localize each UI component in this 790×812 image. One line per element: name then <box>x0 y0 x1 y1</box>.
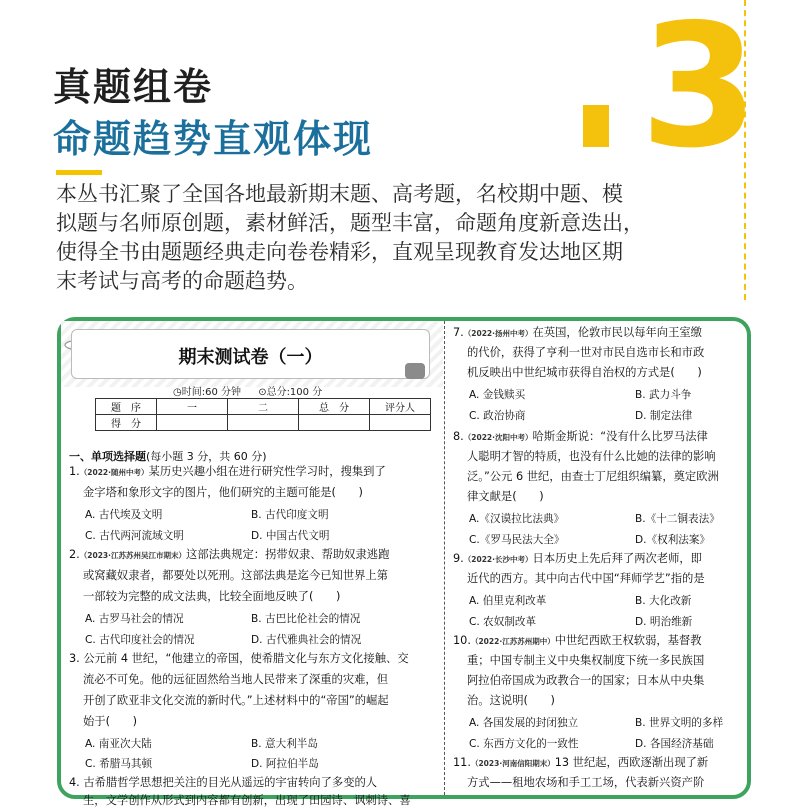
option-b: B. 武力斗争 <box>635 389 692 401</box>
score-table-cell: 题 序 <box>96 399 157 415</box>
question-2-line3: 一部较为完整的成文法典，比较全面地反映了( ) <box>83 590 341 603</box>
option-c: C.《罗马民法大全》 <box>469 534 565 546</box>
question-source: （2023·江苏苏州吴江市期末） <box>79 551 187 560</box>
score-table-cell <box>299 415 370 431</box>
question-number: 10. <box>453 634 471 647</box>
question-3-line2: 流必不可免。他的远征固然给当地人民带来了深重的灾难，但 <box>83 673 389 686</box>
option-a: A. 各国发展的封闭独立 <box>469 717 579 729</box>
question-source: （2022·江苏苏州期中） <box>470 637 555 646</box>
option-b: B. 意大利半岛 <box>251 738 318 750</box>
option-c: C. 东西方文化的一致性 <box>469 738 579 750</box>
question-text: 这部法典规定：拐带奴隶、帮助奴隶逃跑 <box>186 548 390 561</box>
score-table-cell: 一 <box>157 399 228 415</box>
question-number: 11. <box>453 756 471 769</box>
question-3-line4: 始于( ) <box>83 715 138 728</box>
section-title: 一、单项选择题 <box>69 450 146 463</box>
question-text: 在英国，伦敦市民以每年向王室缴 <box>532 326 702 339</box>
question-source: （2022·随州中考） <box>79 468 149 477</box>
question-10-line2: 重；中国专制主义中央集权制度下统一多民族国 <box>467 654 705 667</box>
option-d: D. 明治维新 <box>635 616 693 628</box>
question-11-line1 <box>453 753 708 775</box>
exam-total-score: ⊙总分:100 分 <box>258 387 323 398</box>
question-9-line2: 近代的西方。其中向古代中国“拜师学艺”指的是 <box>467 572 705 585</box>
exam-title: 期末测试卷（一） <box>178 347 323 368</box>
option-b: B.《十二铜表法》 <box>635 513 720 525</box>
question-number: 7. <box>453 326 464 339</box>
question-number: 8. <box>453 430 464 443</box>
exam-sample-frame <box>57 317 751 807</box>
question-4-line2: 生，文学创作从形式到内容都有创新，出现了田园诗、讽刺诗、喜 <box>83 794 411 807</box>
option-a: A. 古代埃及文明 <box>85 509 163 521</box>
option-c: C. 农奴制改革 <box>469 616 537 628</box>
question-3-line1: 3. 公元前 4 世纪，“他建立的帝国，使希腊文化与东方文化接触、交 <box>69 652 409 665</box>
intro-paragraph <box>56 180 776 296</box>
exam-time: ◷时间:60 分钟 <box>173 387 241 398</box>
headline-underline <box>56 170 102 175</box>
question-text: 中世纪西欧王权软弱，基督教 <box>554 634 702 647</box>
headline-line2: 命题趋势直观体现 <box>53 117 374 161</box>
feature-number: 3 <box>640 0 759 186</box>
question-source: （2023·河南信阳期末） <box>470 759 555 768</box>
option-b: B. 古巴比伦社会的情况 <box>251 613 361 625</box>
score-table-cell <box>370 415 431 431</box>
question-2-line2: 或窝藏奴隶者，都要处以死刑。这部法典是迄今已知世界上第 <box>83 569 389 582</box>
question-7-line2: 的代价，获得了亨利一世对市民自选市长和市政 <box>467 346 705 359</box>
question-number: 9. <box>453 552 464 565</box>
score-table-cell <box>157 415 228 431</box>
score-table-cell: 总 分 <box>299 399 370 415</box>
question-text: 某历史兴趣小组在进行研究性学习时，搜集到了 <box>148 465 386 478</box>
option-d: D. 阿拉伯半岛 <box>251 758 319 770</box>
intro-line: 拟题与名师原创题，素材鲜活，题型丰富，命题角度新意迭出， <box>56 211 644 235</box>
intro-line: 末考试与高考的命题趋势。 <box>56 269 308 293</box>
option-d: D. 古代雅典社会的情况 <box>251 634 362 646</box>
score-table-cell: 二 <box>228 399 299 415</box>
number-accent-bar <box>583 105 609 147</box>
option-c: C. 古代两河流域文明 <box>85 530 184 542</box>
option-a: A. 金钱赎买 <box>469 389 526 401</box>
option-d: D.《权利法案》 <box>635 534 711 546</box>
score-table-row <box>96 399 431 415</box>
option-b: B. 世界文明的多样 <box>635 717 724 729</box>
question-4-line1: 4. 古希腊哲学思想把关注的目光从遥远的宇宙转向了多变的人 <box>69 776 378 789</box>
option-c: C. 政治协商 <box>469 410 526 422</box>
question-source: （2022·扬州中考） <box>463 329 533 338</box>
question-1-line2: 金字塔和象形文字的图片，他们研究的主题可能是( ) <box>83 486 363 499</box>
title-tab-decoration <box>405 363 425 379</box>
exam-meta <box>173 383 336 398</box>
headline-line1: 真题组卷 <box>53 65 214 109</box>
option-a: A. 古罗马社会的情况 <box>85 613 184 625</box>
question-number: 2. <box>69 548 80 561</box>
question-number: 1. <box>69 465 80 478</box>
question-text: 哈斯金斯说：“没有什么比罗马法律 <box>532 430 708 443</box>
question-8-line2: 人聪明才智的特质，也没有什么比她的法律的影响 <box>467 450 716 463</box>
column-divider <box>444 321 445 795</box>
question-10-line1 <box>453 631 702 653</box>
score-table <box>95 398 431 431</box>
option-b: B. 大化改新 <box>635 595 692 607</box>
question-1-line1 <box>69 462 386 484</box>
question-10-line3: 阿拉伯帝国成为政教合一的国家；日本从中央集 <box>467 674 705 687</box>
exam-right-column <box>453 321 753 795</box>
option-d: D. 各国经济基础 <box>635 738 714 750</box>
option-a: A.《汉谟拉比法典》 <box>469 513 565 525</box>
score-table-cell: 评分人 <box>370 399 431 415</box>
option-d: D. 中国古代文明 <box>251 530 330 542</box>
question-10-line4: 治。这说明( ) <box>467 694 555 707</box>
question-7-line1 <box>453 323 702 345</box>
option-b: B. 古代印度文明 <box>251 509 329 521</box>
question-11-line2: 方式——租地农场和手工工场，代表新兴资产阶 <box>467 776 705 789</box>
option-a: A. 伯里克利改革 <box>469 595 547 607</box>
question-text: 日本历史上先后拜了两次老师，即 <box>532 552 702 565</box>
intro-line: 本丛书汇聚了全国各地最新期末题、高考题，名校期中题、模 <box>56 182 623 206</box>
question-8-line3: 泛。”公元 6 世纪，由查士丁尼组织编纂，奠定欧洲 <box>467 470 719 483</box>
intro-line: 使得全书由题题经典走向卷卷精彩，直观呈现教育发达地区期 <box>56 240 623 264</box>
score-table-cell <box>228 415 299 431</box>
option-c: C. 古代印度社会的情况 <box>85 634 195 646</box>
question-9-line1 <box>453 549 702 571</box>
question-text: 13 世纪起，西欧逐渐出现了新 <box>554 756 709 769</box>
score-table-cell: 得 分 <box>96 415 157 431</box>
option-c: C. 希腊马其顿 <box>85 758 153 770</box>
question-3-line3: 开创了欧亚非文化交流的新时代。”上述材料中的“帝国”的崛起 <box>83 694 389 707</box>
question-8-line1 <box>453 427 708 449</box>
option-a: A. 南亚次大陆 <box>85 738 152 750</box>
exam-left-column <box>61 321 443 807</box>
option-d: D. 制定法律 <box>635 410 693 422</box>
question-8-line4: 律文献是( ) <box>467 490 544 503</box>
section-note: (每小题 3 分，共 60 分) <box>146 450 267 463</box>
exam-title-box <box>71 329 430 379</box>
question-source: （2022·长沙中考） <box>463 555 533 564</box>
question-source: （2022·沈阳中考） <box>463 433 533 442</box>
question-2-line1 <box>69 545 389 567</box>
score-table-row <box>96 415 431 431</box>
question-7-line3: 机反映出中世纪城市获得自治权的方式是( ) <box>467 366 702 379</box>
